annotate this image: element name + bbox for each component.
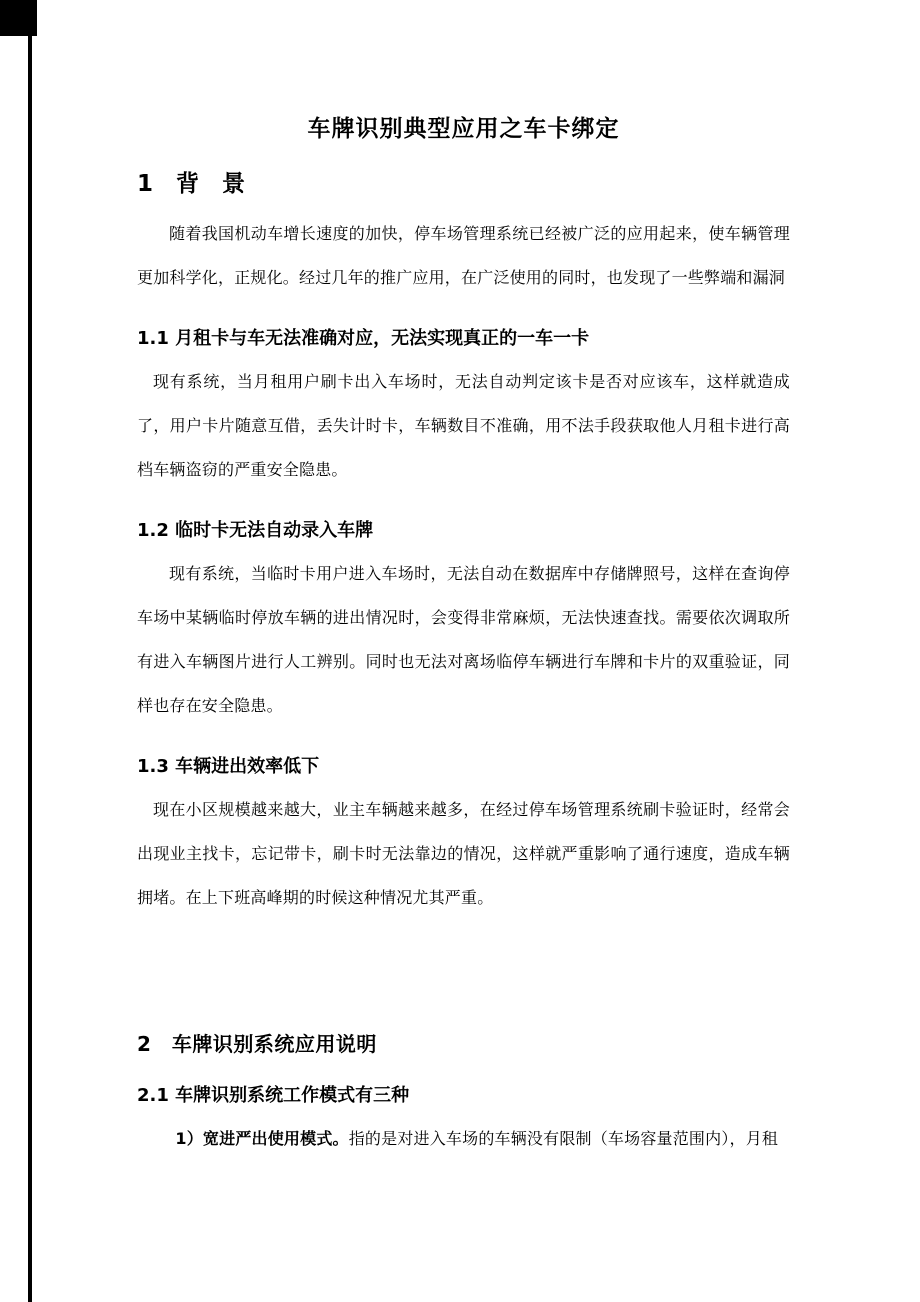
heading-2-1: 2.1 车牌识别系统工作模式有三种 — [137, 1085, 410, 1106]
paragraph-1-2: 现有系统，当临时卡用户进入车场时，无法自动在数据库中存储牌照号，这样在查询停车场中某辆临时停放车辆的进出情况时，会变得非常麻烦，无法快速查找。需要依次调取所有进入车辆图片进行人工辨别。同时也无法对离场临停车辆进行车牌和卡片的双重验证，同样也存在安全隐患。 — [137, 564, 790, 715]
mode-1-text: 指的是对进入车场的车辆没有限制（车场容量范围内），月租 — [348, 1129, 779, 1148]
paragraph-1-3: 现在小区规模越来越大，业主车辆越来越多，在经过停车场管理系统刷卡验证时，经常会出现业主找卡，忘记带卡，刷卡时无法靠边的情况，这样就严重影响了通行速度，造成车辆拥堵。在上下班高峰期的时候这种情况尤其严重。 — [137, 800, 790, 907]
paragraph-intro: 随着我国机动车增长速度的加快，停车场管理系统已经被广泛的应用起来，使车辆管理更加科学化，正规化。经过几年的推广应用，在广泛使用的同时，也发现了一些弊端和漏洞 — [137, 224, 790, 287]
heading-1-2: 1.2 临时卡无法自动录入车牌 — [137, 520, 374, 541]
paragraph-1-1: 现有系统，当月租用户刷卡出入车场时，无法自动判定该卡是否对应该车，这样就造成了，用户卡片随意互借，丢失计时卡，车辆数目不准确，用不法手段获取他人月租卡进行高档车辆盗窃的严重安全隐患。 — [137, 372, 790, 479]
document-title: 车牌识别典型应用之车卡绑定 — [307, 116, 620, 142]
heading-2: 2 车牌识别系统应用说明 — [137, 1032, 377, 1056]
heading-1-3: 1.3 车辆进出效率低下 — [137, 756, 320, 777]
heading-1-1: 1.1 月租卡与车无法准确对应，无法实现真正的一车一卡 — [137, 328, 590, 349]
paragraph-2-1 — [137, 1117, 790, 1161]
mode-1-label: 1）宽进严出使用模式。 — [175, 1129, 349, 1148]
heading-1-background: 1 背 景 — [137, 171, 246, 197]
page-break-gap — [137, 920, 790, 1028]
